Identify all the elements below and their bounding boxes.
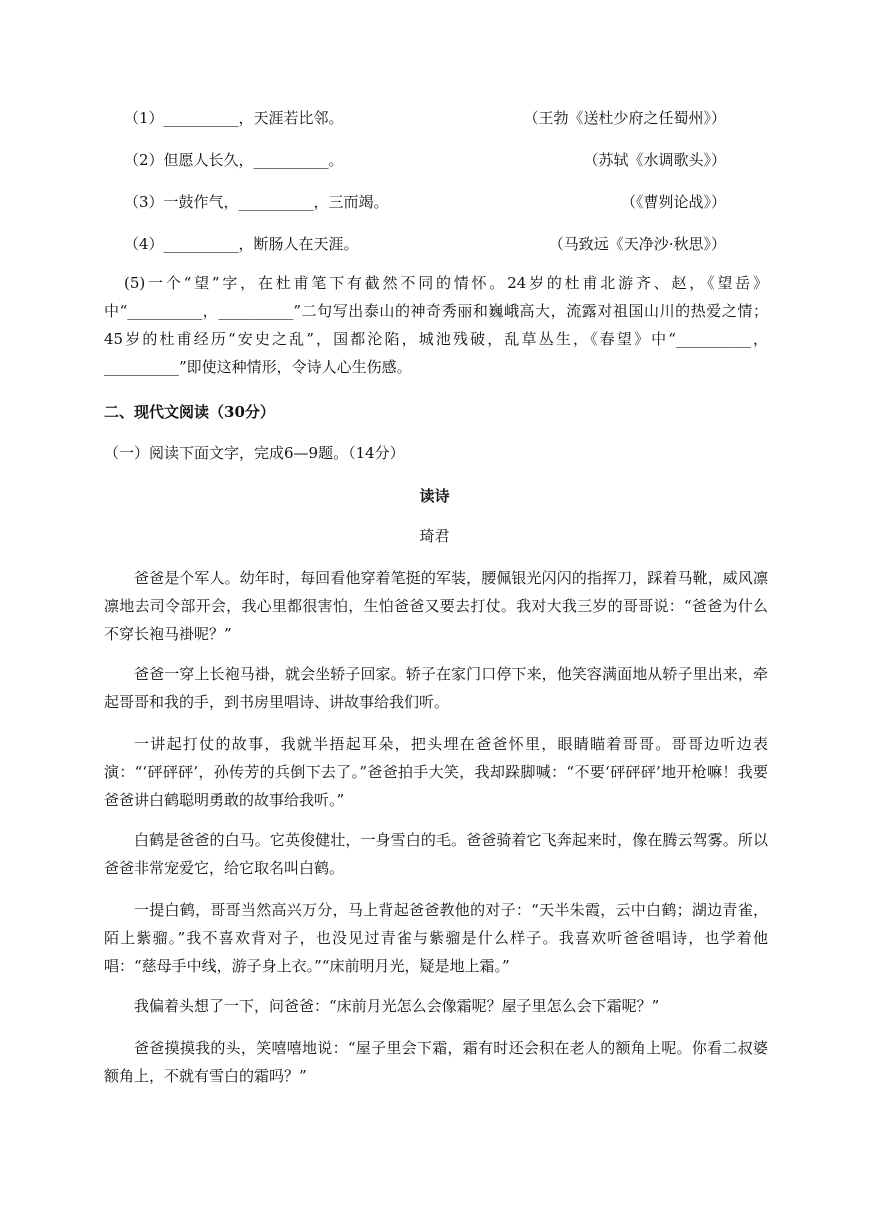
fill-item-3-source: （《曹刿论战》） xyxy=(620,193,726,211)
fill-item-2: （2）但愿人长久，__________。 xyxy=(124,151,344,169)
fill-item-3: （3）一鼓作气，__________，三而竭。 xyxy=(124,193,389,211)
article-paragraph-6: 我偏着头想了一下，问爸爸：“床前月光怎么会像霜呢？屋子里怎么会下霜呢？” xyxy=(134,997,660,1015)
fill-item-2-source: （苏轼《水调歌头》） xyxy=(583,151,726,169)
article-author: 琦君 xyxy=(419,527,450,545)
article-paragraph-4: 白鹤是爸爸的白马。它英俊健壮，一身雪白的毛。爸爸骑着它飞奔起来时，像在腾云驾雾。所以爸爸非常宠爱它，给它取名叫白鹤。 xyxy=(104,831,768,877)
subsection-heading: （一）阅读下面文字，完成6—9题。（14分） xyxy=(104,444,405,462)
fill-item-1-source: （王勃《送杜少府之任蜀州》） xyxy=(523,109,726,127)
section-heading: 二、现代文阅读（30分） xyxy=(104,403,275,421)
fill-item-4-source: （马致远《天净沙·秋思》） xyxy=(548,235,726,253)
article-paragraph-1: 爸爸是个军人。幼年时，每回看他穿着笔挺的军装，腰佩银光闪闪的指挥刀，踩着马靴，威风凛凛地去司令部开会，我心里都很害怕，生怕爸爸又要去打仗。我对大我三岁的哥哥说：“爸爸为什么不穿长袍马褂呢？” xyxy=(104,569,768,643)
fill-item-5: (5)一个“望”字，在杜甫笔下有截然不同的情怀。24岁的杜甫北游齐、赵，《望岳》中“__________，__________”二句写出泰山的神奇秀丽和巍峨高大，流露对祖国山川的热爱之情；45岁的杜甫经历“安史之乱”，国都沦陷，城池残破，乱草丛生，《春望》中“__________，__________”即使这种情形，令诗人心生伤感。 xyxy=(104,274,768,376)
article-paragraph-3: 一讲起打仗的故事，我就半捂起耳朵，把头埋在爸爸怀里，眼睛瞄着哥哥。哥哥边听边表演：“‘砰砰砰’，孙传芳的兵倒下去了。”爸爸拍手大笑，我却跺脚喊：“不要‘砰砰砰’地开枪嘛！我要爸爸讲白鹤聪明勇敢的故事给我听。” xyxy=(104,735,768,809)
article-title: 读诗 xyxy=(419,487,450,505)
fill-item-4: （4）__________，断肠人在天涯。 xyxy=(124,235,359,253)
article-paragraph-2: 爸爸一穿上长袍马褂，就会坐轿子回家。轿子在家门口停下来，他笑容满面地从轿子里出来，牵起哥哥和我的手，到书房里唱诗、讲故事给我们听。 xyxy=(104,665,768,711)
article-paragraph-5: 一提白鹤，哥哥当然高兴万分，马上背起爸爸教他的对子：“天半朱霞，云中白鹤；湖边青雀，陌上紫骝。”我不喜欢背对子，也没见过青雀与紫骝是什么样子。我喜欢听爸爸唱诗，也学着他唱：“慈母手中线，游子身上衣。”“床前明月光，疑是地上霜。” xyxy=(104,901,768,975)
fill-item-1: （1）__________，天涯若比邻。 xyxy=(124,109,344,127)
article-paragraph-7: 爸爸摸摸我的头，笑嘻嘻地说：“屋子里会下霜，霜有时还会积在老人的额角上呢。你看二叔婆额角上，不就有雪白的霜吗？” xyxy=(104,1039,768,1085)
